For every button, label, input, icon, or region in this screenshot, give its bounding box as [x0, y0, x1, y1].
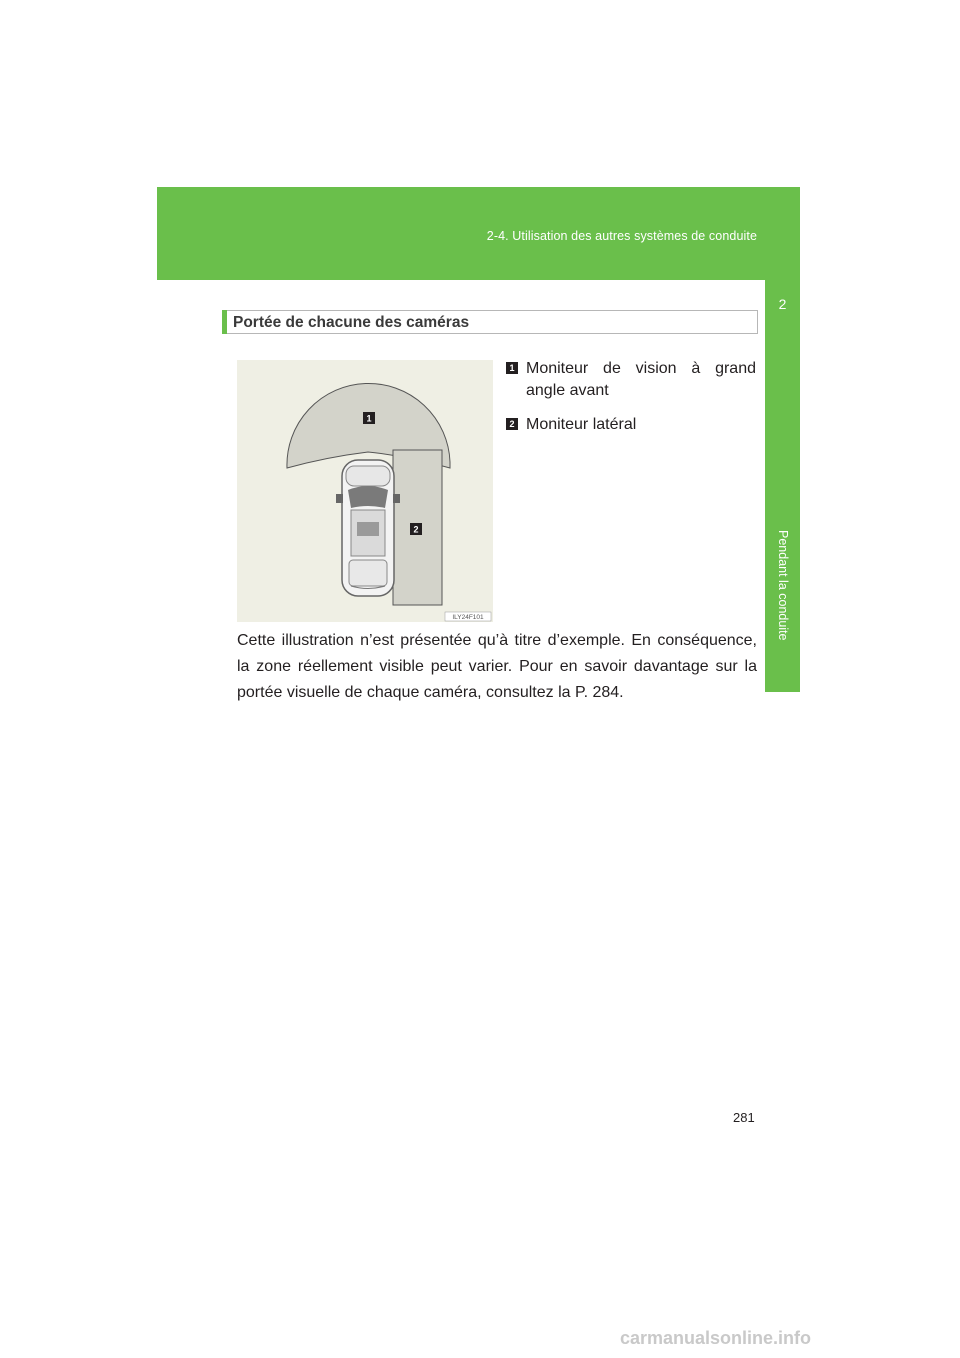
section-heading-accent	[222, 310, 227, 334]
legend-number-2: 2	[506, 418, 518, 430]
chapter-header-title: 2-4. Utilisation des autres systèmes de conduite	[486, 229, 757, 243]
section-heading-text: Portée de chacune des caméras	[233, 314, 470, 331]
chapter-header-band	[157, 187, 800, 280]
figure-code: ILY24F101	[452, 614, 484, 621]
legend-item	[506, 414, 756, 436]
page-number: 281	[733, 1110, 755, 1125]
chapter-side-tab[interactable]	[765, 280, 800, 692]
legend-number-1: 1	[506, 362, 518, 374]
figure-marker-2-label: 2	[413, 524, 419, 535]
section-heading	[222, 310, 758, 334]
camera-range-illustration	[237, 360, 493, 622]
vehicle-top-view	[336, 460, 400, 596]
legend-list	[506, 358, 756, 448]
legend-text-1: Moniteur de vision à grand angle avant	[526, 360, 756, 399]
figure-marker-1-label: 1	[366, 413, 372, 424]
chapter-side-number: 2	[778, 296, 787, 312]
camera-range-figure	[237, 360, 493, 622]
watermark-text: carmanualsonline.info	[620, 1328, 812, 1348]
chapter-side-label: Pendant la conduite	[776, 530, 790, 641]
body-paragraph: Cette illustration n’est présentée qu’à titre d’exemple. En conséquence, la zone réellement visible peut varier. Pour en savoir davantage sur la portée visuelle de chaque caméra, consultez la P. 284.	[237, 632, 757, 701]
legend-text-2: Moniteur latéral	[526, 416, 637, 433]
legend-item	[506, 358, 756, 402]
